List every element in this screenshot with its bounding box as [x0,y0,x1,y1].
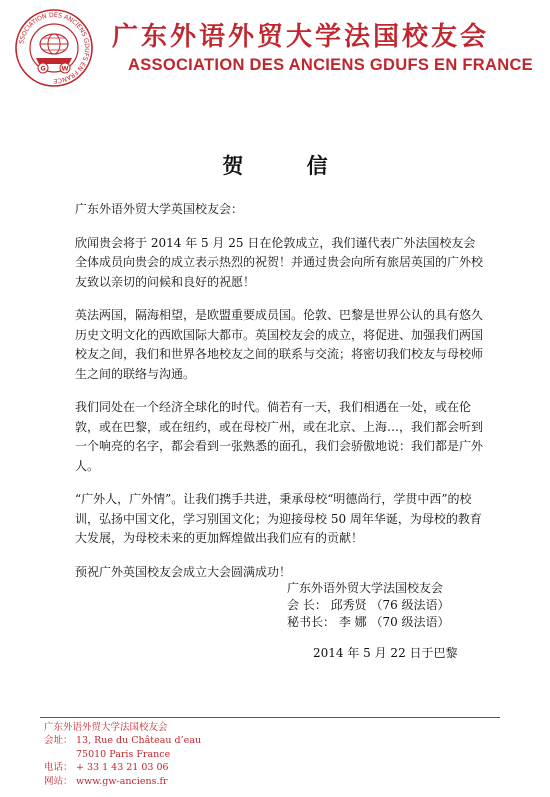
footer-website-value: www.gw-anciens.fr [76,775,168,787]
letter-paragraph: 预祝广外英国校友会成立大会圆满成功！ [75,564,292,579]
footer-website-label: 网站： [44,775,73,787]
logo-letter-w: W [61,64,69,73]
letter-paragraph: 我们同处在一个经济全球化的时代。倘若有一天，我们相遇在一处，或在伦敦，或在巴黎，或在纽约，或在母校广州，或在北京、上海…，我们都会听到一个响亮的名字，都会看到一张熟悉的面孔，我们会骄傲地说：我们都是广外人。 [75,400,484,473]
letter-paragraph: “广外人，广外情”。让我们携手共进，秉承母校“明德尚行，学贯中西”的校训，弘扬中国文化，学习别国文化；为迎接母校 50 周年华诞，为母校的教育大发展，为母校未来的更加辉煌做出我们应有的贡献！ [75,492,482,545]
footer-address-line1: 13, Rue du Château d’eau [76,735,202,747]
footer-contact [44,721,464,788]
letter-title: 贺 信 [222,153,356,178]
signature-block [287,580,507,662]
letter-paragraph: 欣闻贵会将于 2014 年 5 月 25 日在伦敦成立，我们谨代表广外法国校友会全体成员向贵会的成立表示热烈的祝贺！并通过贵会向所有旅居英国的广外校友致以亲切的问候和良好的祝愿！ [75,235,484,289]
signature-date: 2014 年 5 月 22 日于巴黎 [313,646,458,660]
footer-org: 广东外语外贸大学法国校友会 [44,722,168,733]
letterhead-title-chinese: 广东外语外贸大学法国校友会 [112,22,490,52]
footer-website [44,775,464,788]
signature-org: 广东外语外贸大学法国校友会 [287,581,444,595]
logo-ring-text: SSOCIATION DES ANCIENS GDUFS EN FRANCE [18,11,91,85]
letter-body [75,200,485,596]
letterhead [0,0,550,90]
signature-president: 会 长： 邱秀贤 （76 级法语） [287,598,450,612]
footer-phone-label: 电话： [44,762,73,774]
logo-letter-g: G [40,64,46,73]
association-logo-icon [14,8,94,88]
footer-address-line2: 75010 Paris France [76,748,171,760]
letter-paragraph: 英法两国，隔海相望，是欧盟重要成员国。伦敦、巴黎是世界公认的具有悠久历史文明文化的西欧国际大都市。英国校友会的成立，将促进、加强我们两国校友之间，我们和世界各地校友之间的联系与交流；将密切我们校友与母校师生之间的联络与沟通。 [75,308,484,381]
footer-phone [44,761,464,774]
footer-address [44,734,464,747]
footer-phone-value: + 33 1 43 21 03 06 [76,762,169,774]
letter-salutation: 广东外语外贸大学英国校友会： [75,202,244,216]
footer-address-label: 会址： [44,735,73,747]
footer-divider [40,717,500,718]
letterhead-title-french: ASSOCIATION DES ANCIENS GDUFS EN FRANCE [128,56,533,74]
signature-secretary: 秘书长： 李 娜 （70 级法语） [287,615,450,629]
